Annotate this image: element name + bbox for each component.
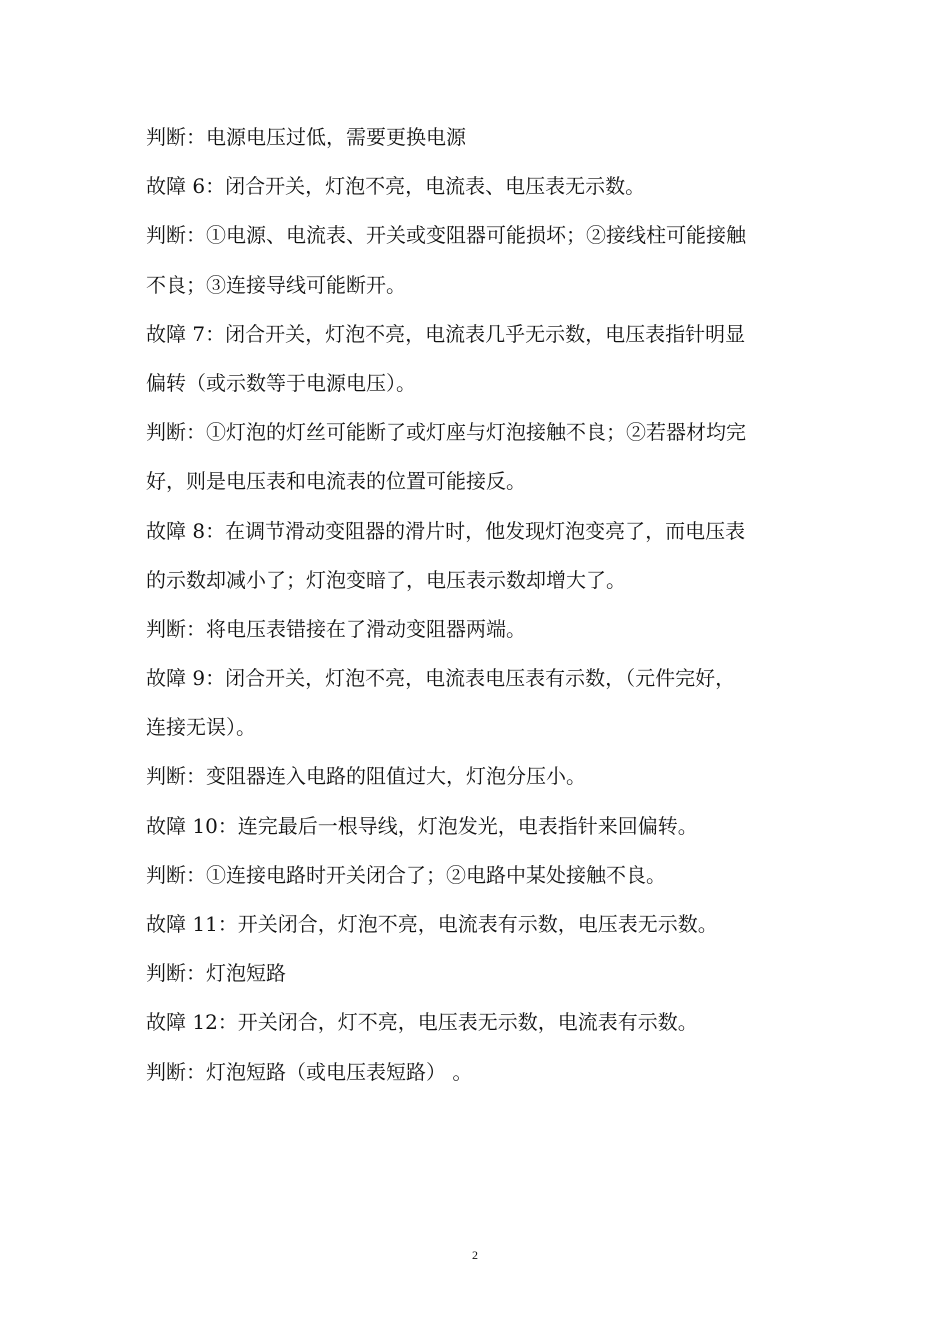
- page-number: 2: [472, 1248, 478, 1262]
- text-line: 故障 6：闭合开关，灯泡不亮，电流表、电压表无示数。: [146, 174, 646, 199]
- text-line: 故障 11：开关闭合，灯泡不亮，电流表有示数，电压表无示数。: [146, 912, 718, 936]
- text-line: 故障 7：闭合开关，灯泡不亮，电流表几乎无示数，电压表指针明显: [146, 321, 746, 346]
- text-line: 偏转（或示数等于电源电压）。: [146, 370, 416, 395]
- text-line: 判断：灯泡短路（或电压表短路） 。: [146, 1059, 473, 1084]
- text-line: 不良；③连接导线可能断开。: [146, 272, 406, 297]
- text-line: 判断：①电源、电流表、开关或变阻器可能损坏；②接线柱可能接触: [146, 223, 746, 248]
- document-body: [146, 117, 816, 1101]
- text-line: 故障 8：在调节滑动变阻器的滑片时，他发现灯泡变亮了，而电压表: [146, 518, 746, 543]
- text-line: 的示数却减小了；灯泡变暗了，电压表示数却增大了。: [146, 567, 626, 592]
- text-line: 故障 12：开关闭合，灯不亮，电压表无示数，电流表有示数。: [146, 1010, 698, 1035]
- text-line: 故障 10：连完最后一根导线，灯泡发光，电表指针来回偏转。: [146, 813, 698, 838]
- text-line: 判断：变阻器连入电路的阻值过大，灯泡分压小。: [146, 764, 586, 789]
- text-line: 好，则是电压表和电流表的位置可能接反。: [146, 469, 526, 494]
- text-line: 判断：电源电压过低，需要更换电源: [146, 125, 466, 149]
- text-line: 判断：灯泡短路: [146, 961, 286, 986]
- text-line: 连接无误）。: [146, 715, 256, 740]
- text-line: 判断：①连接电路时开关闭合了；②电路中某处接触不良。: [146, 862, 666, 887]
- text-line: 判断：将电压表错接在了滑动变阻器两端。: [146, 616, 526, 641]
- text-line: 判断：①灯泡的灯丝可能断了或灯座与灯泡接触不良；②若器材均完: [146, 420, 746, 445]
- text-line: 故障 9：闭合开关，灯泡不亮，电流表电压表有示数，（元件完好，: [146, 666, 736, 691]
